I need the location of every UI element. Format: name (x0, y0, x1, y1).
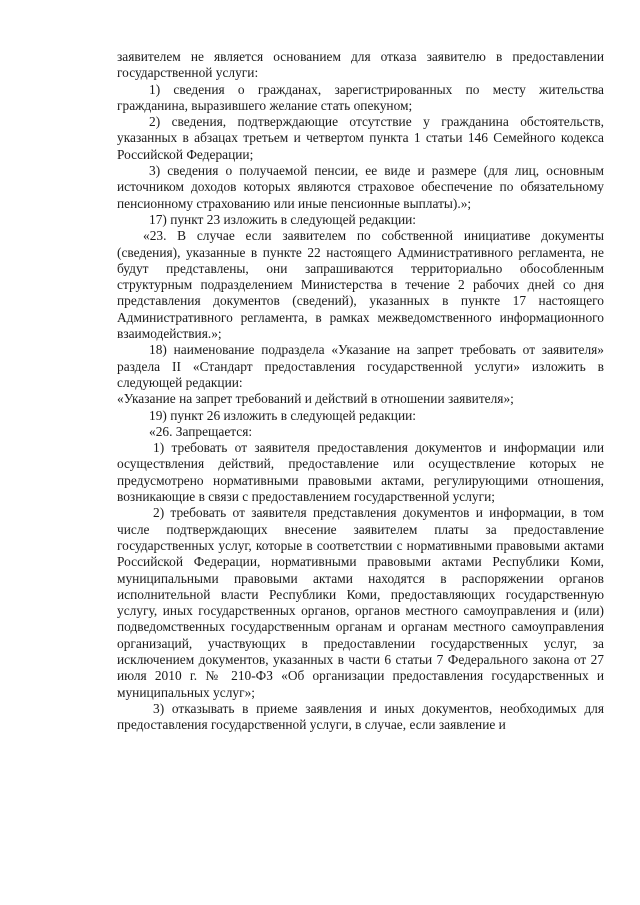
paragraph-clause-23: «23. В случае если заявителем по собственной инициативе документы (сведения), указанные в пункте 22 настоящего Административного регламента, не будут представлены, они запрашиваются территориально обособленным структурным подразделением Министерства в течение 2 рабочих дней со дня представления документов (сведений), указанных в пункте 17 настоящего Административного регламента, в рамках межведомственного информационного взаимодействия.»; (117, 228, 604, 342)
paragraph-point-19: 19) пункт 26 изложить в следующей редакции: (149, 407, 417, 423)
paragraph-continuation: заявителем не является основанием для отказа заявителю в предоставлении государственной услуги: (117, 49, 604, 81)
paragraph-prohibition-1: 1) требовать от заявителя предоставления документов и информации или осуществления действий, предоставление или осуществление которых не предусмотрено нормативными правовыми актами, регулирующими отношения, возникающие в связи с предоставлением государственной услуги; (117, 440, 604, 505)
paragraph-subsection-title: «Указание на запрет требований и действий в отношении заявителя»; (117, 391, 514, 407)
paragraph-clause-26: «26. Запрещается: (149, 423, 253, 439)
paragraph-item-2: 2) сведения, подтверждающие отсутствие у гражданина обстоятельств, указанных в абзацах третьем и четвертом пункта 1 статьи 146 Семейного кодекса Российской Федерации; (117, 114, 604, 162)
paragraph-point-18: 18) наименование подраздела «Указание на запрет требовать от заявителя» раздела II «Стандарт предоставления государственной услуги» изложить в следующей редакции: (117, 342, 604, 390)
paragraph-item-1: 1) сведения о гражданах, зарегистрированных по месту жительства гражданина, выразившего желание стать опекуном; (117, 81, 604, 113)
paragraph-prohibition-3: 3) отказывать в приеме заявления и иных документов, необходимых для предоставления государственной услуги, в случае, если заявление и (117, 700, 604, 733)
paragraph-prohibition-2: 2) требовать от заявителя представления документов и информации, в том числе подтверждающих внесение заявителем платы за предоставление государственных услуг, которые в соответствии с нормативными правовыми актами Российской Федерации, нормативными правовыми актами Республики Коми, муниципальными правовыми актами находятся в распоряжении органов исполнительной власти Республики Коми, предоставляющих государственную услугу, иных государственных органов, органов местного самоуправления и (или) подведомственных государственным органам и органам местного самоуправления организаций, участвующих в предоставлении государственных услуг, за исключением документов, указанных в части 6 статьи 7 Федерального закона от 27 июля 2010 г. № 210-ФЗ «Об организации предоставления государственных и муниципальных услуг»; (117, 505, 604, 700)
paragraph-item-3: 3) сведения о получаемой пенсии, ее виде и размере (для лиц, основным источником доходов которых являются страховое обеспечение по обязательному пенсионному страхованию или иные пенсионные выплаты).»; (117, 163, 604, 211)
paragraph-point-17: 17) пункт 23 изложить в следующей редакции: (149, 211, 417, 227)
